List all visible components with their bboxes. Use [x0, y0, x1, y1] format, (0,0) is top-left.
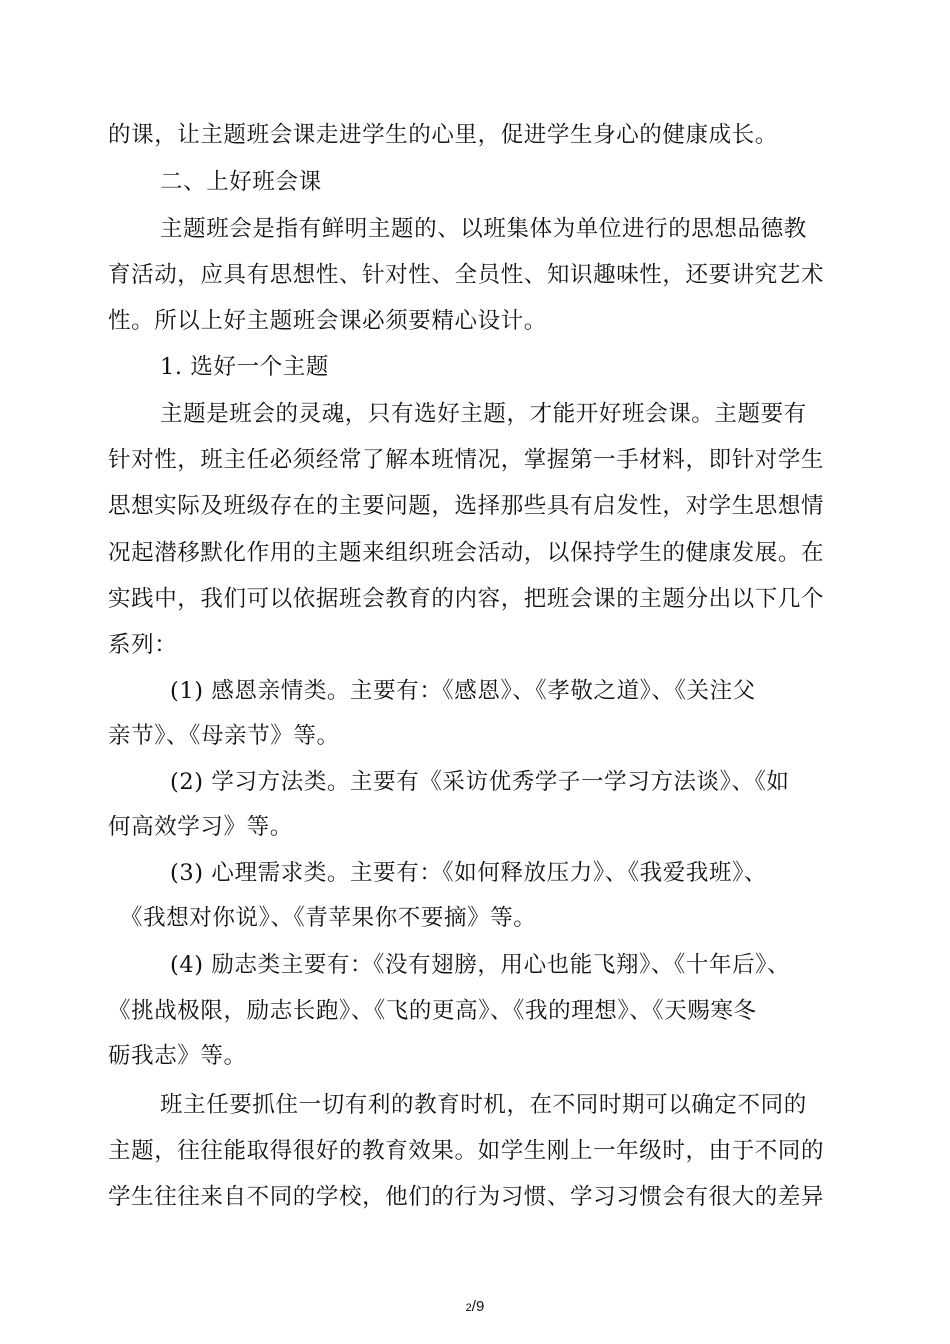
text-line: 性。所以上好主题班会课必须要精心设计。 [108, 308, 547, 334]
text-line: 主题班会是指有鲜明主题的、以班集体为单位进行的思想品德教 [160, 216, 807, 242]
text-line: 针对性，班主任必须经常了解本班情况，掌握第一手材料，即针对学生 [108, 447, 825, 473]
list-item: (2) 学习方法类。主要有《采访优秀学子一学习方法谈》、《如 [170, 769, 790, 795]
page-current: 2 [465, 1302, 472, 1314]
text-line: 《我想对你说》、《青苹果你不要摘》等。 [120, 905, 537, 931]
text-line: 系列： [108, 632, 178, 658]
text-line: 亲节》、《母亲节》等。 [108, 723, 340, 749]
list-item: (3) 心理需求类。主要有：《如何释放压力》、《我爱我班》、 [170, 860, 768, 886]
text-line: 砺我志》等。 [108, 1043, 247, 1069]
page-number [0, 1298, 950, 1315]
text-line: 何高效学习》等。 [108, 814, 293, 840]
text-line: 学生往往来自不同的学校，他们的行为习惯、学习习惯会有很大的差异 [108, 1184, 825, 1210]
text-line: 育活动，应具有思想性、针对性、全员性、知识趣味性，还要讲究艺术 [108, 262, 825, 288]
subsection-heading: 1. 选好一个主题 [160, 354, 330, 380]
text-line: 主题，往往能取得很好的教育效果。如学生刚上一年级时，由于不同的 [108, 1138, 825, 1164]
text-line: 《挑战极限，励志长跑》、《飞的更高》、《我的理想》、《天赐寒冬 [108, 998, 757, 1024]
text-line: 思想实际及班级存在的主要问题，选择那些具有启发性，对学生思想情 [108, 493, 825, 519]
text-line: 况起潜移默化作用的主题来组织班会活动，以保持学生的健康发展。在 [108, 540, 825, 566]
text-line: 实践中，我们可以依据班会教育的内容，把班会课的主题分出以下几个 [108, 586, 825, 612]
page-total: /9 [471, 1298, 485, 1315]
text-line: 主题是班会的灵魂，只有选好主题，才能开好班会课。主题要有 [160, 401, 807, 427]
section-heading: 二、上好班会课 [160, 169, 322, 195]
list-item: (4) 励志类主要有：《没有翅膀，用心也能飞翔》、《十年后》、 [170, 952, 791, 978]
text-line: 的课，让主题班会课走进学生的心里，促进学生身心的健康成长。 [108, 122, 778, 148]
text-line: 班主任要抓住一切有利的教育时机，在不同时期可以确定不同的 [160, 1092, 807, 1118]
list-item: (1) 感恩亲情类。主要有：《感恩》、《孝敬之道》、《关注父 [170, 678, 756, 704]
